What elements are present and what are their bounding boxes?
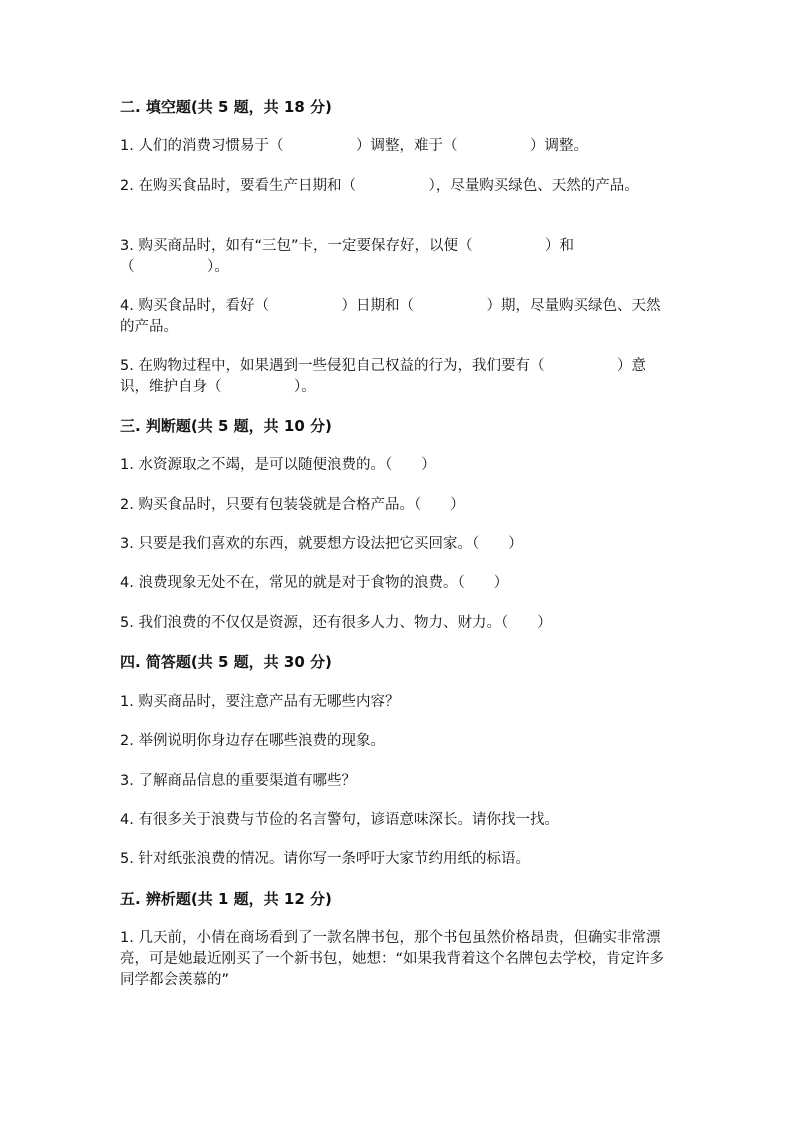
question-true-false-5: 5. 我们浪费的不仅仅是资源，还有很多人力、物力、财力。（ ） — [120, 615, 552, 631]
question-analysis-1: 1. 几天前，小倩在商场看到了一款名牌书包，那个书包虽然价格昂贵，但确实非常漂亮，可是她最近刚买了一个新书包，她想：“如果我背着这个名牌包去学校，肯定许多同学都会羡慕的” — [120, 930, 665, 988]
question-short-answer-5: 5. 针对纸张浪费的情况。请你写一条呼吁大家节约用纸的标语。 — [120, 851, 530, 867]
question-short-answer-3: 3. 了解商品信息的重要渠道有哪些？ — [120, 773, 356, 789]
question-fill-in-1: 1. 人们的消费习惯易于（ ）调整，难于（ ）调整。 — [120, 138, 588, 154]
question-true-false-1: 1. 水资源取之不竭，是可以随便浪费的。（ ） — [120, 457, 436, 473]
question-short-answer-1: 1. 购买商品时，要注意产品有无哪些内容？ — [120, 694, 400, 710]
question-fill-in-4: 4. 购买食品时，看好（ ）日期和（ ）期，尽量购买绿色、天然的产品。 — [120, 298, 661, 335]
section-title-fill-in: 二. 填空题(共 5 题，共 18 分) — [120, 98, 332, 116]
section-title-analysis: 五. 辨析题(共 1 题，共 12 分) — [120, 890, 332, 908]
question-short-answer-2: 2. 举例说明你身边存在哪些浪费的现象。 — [120, 733, 385, 749]
section-title-true-false: 三. 判断题(共 5 题，共 10 分) — [120, 417, 332, 435]
question-fill-in-2: 2. 在购买食品时，要看生产日期和（ ），尽量购买绿色、天然的产品。 — [120, 178, 639, 194]
section-title-short-answer: 四. 简答题(共 5 题，共 30 分) — [120, 653, 332, 671]
question-true-false-2: 2. 购买食品时，只要有包装袋就是合格产品。（ ） — [120, 497, 465, 513]
question-fill-in-5: 5. 在购物过程中，如果遇到一些侵犯自己权益的行为，我们要有（ ）意识，维护自身（ ）。 — [120, 358, 646, 395]
question-true-false-4: 4. 浪费现象无处不在，常见的就是对于食物的浪费。（ ） — [120, 575, 509, 591]
question-short-answer-4: 4. 有很多关于浪费与节俭的名言警句，谚语意味深长。请你找一找。 — [120, 812, 559, 828]
question-fill-in-3: 3. 购买商品时，如有“三包”卡，一定要保存好，以便（ ）和（ ）。 — [120, 238, 574, 275]
question-true-false-3: 3. 只要是我们喜欢的东西，就要想方设法把它买回家。（ ） — [120, 536, 523, 552]
